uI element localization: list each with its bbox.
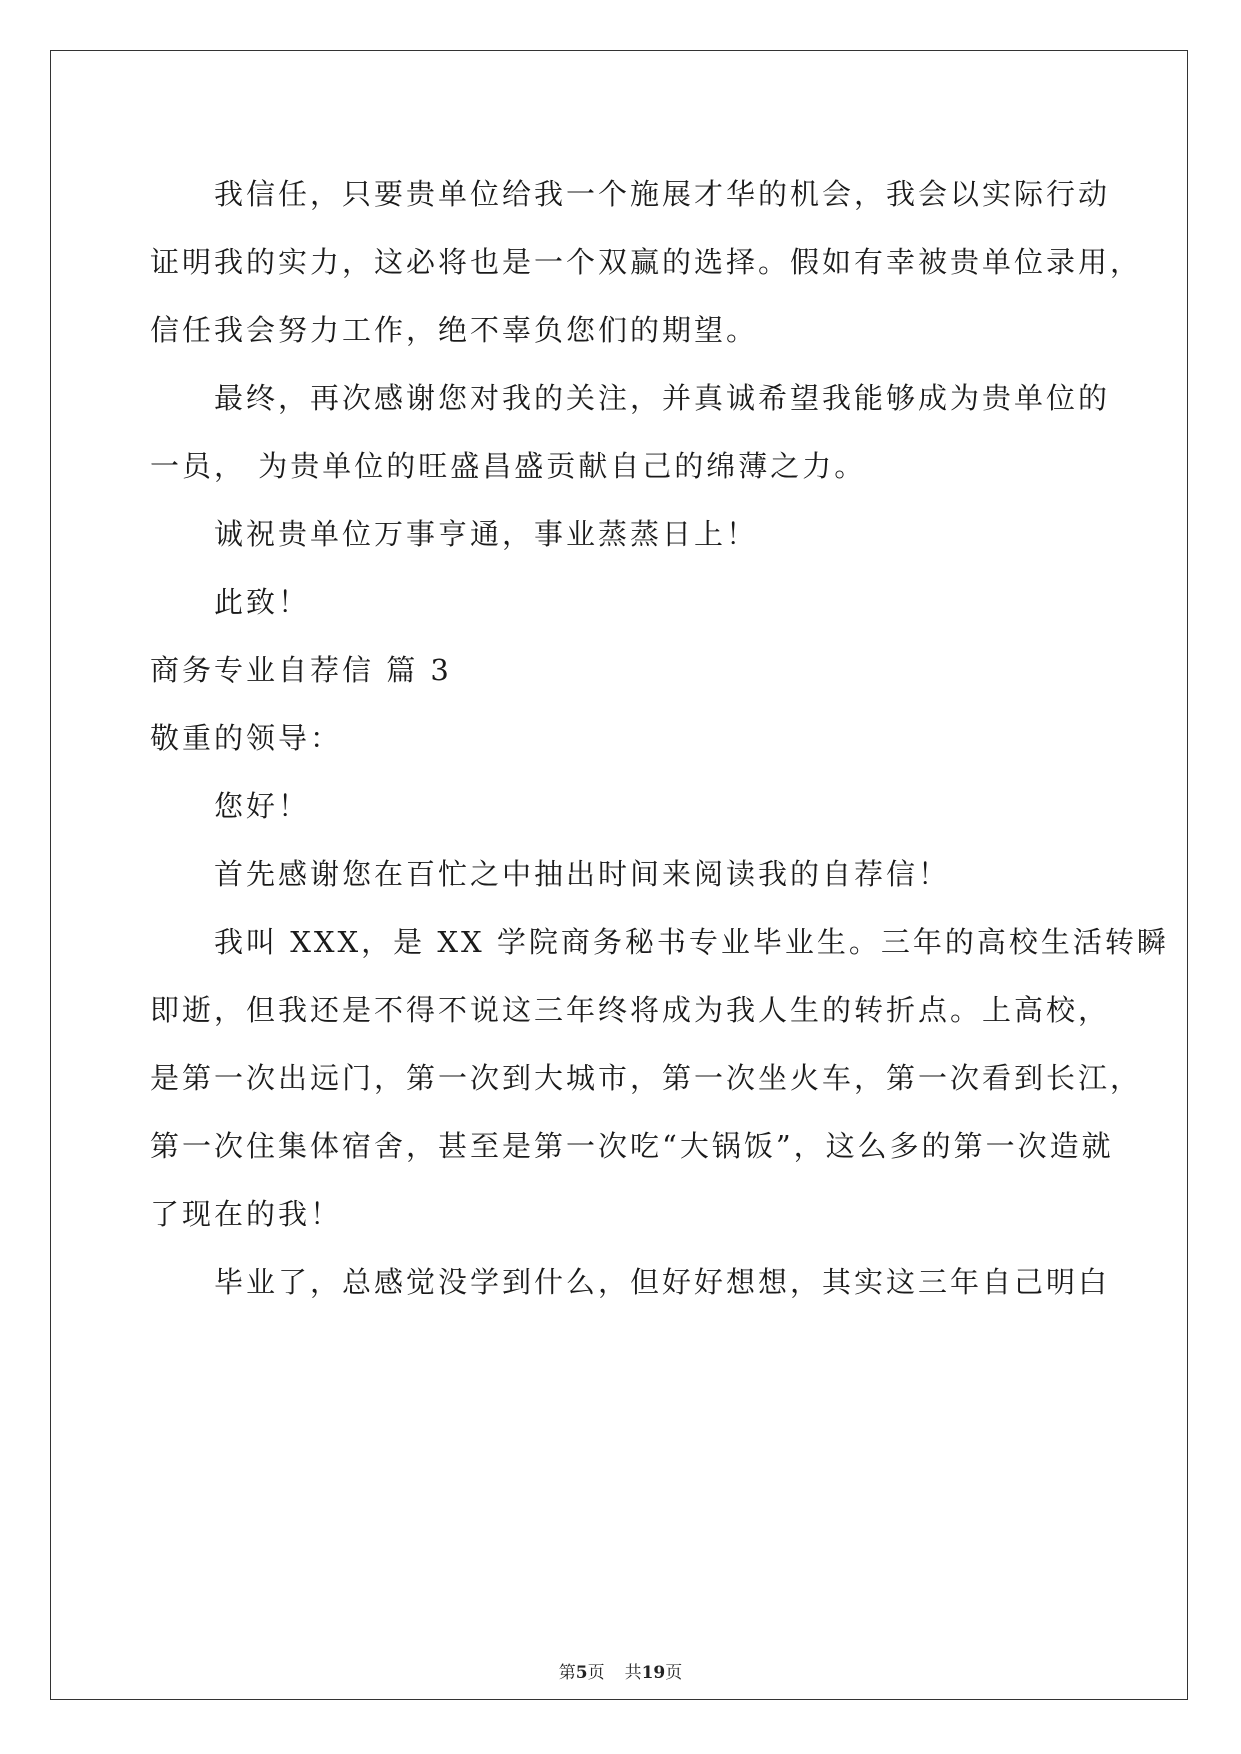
paragraph-line: 是第一次出远门，第一次到大城市，第一次坐火车，第一次看到长江， <box>150 1061 1143 1095</box>
paragraph-line: 一员， 为贵单位的旺盛昌盛贡献自己的绵薄之力。 <box>150 449 867 483</box>
footer-prefix: 第 <box>558 1663 576 1683</box>
paragraph-line: 诚祝贵单位万事亨通，事业蒸蒸日上！ <box>214 517 759 551</box>
greeting: 敬重的领导： <box>150 721 343 755</box>
footer-total-prefix: 共 <box>624 1663 642 1683</box>
paragraph-line: 了现在的我！ <box>150 1197 343 1231</box>
paragraph-line: 信任我会努力工作，绝不辜负您们的期望。 <box>150 313 759 347</box>
section-heading: 商务专业自荐信 篇 3 <box>150 653 452 687</box>
paragraph-line: 我叫 XXX，是 XX 学院商务秘书专业毕业生。三年的高校生活转瞬 <box>214 925 1169 959</box>
paragraph-line: 毕业了，总感觉没学到什么，但好好想想，其实这三年自己明白 <box>214 1265 1111 1299</box>
current-page-number: 5 <box>575 1663 588 1683</box>
paragraph-line: 首先感谢您在百忙之中抽出时间来阅读我的自荐信！ <box>214 857 951 891</box>
paragraph-line: 第一次住集体宿舍，甚至是第一次吃“大锅饭”，这么多的第一次造就 <box>150 1129 1114 1163</box>
total-page-count: 19 <box>641 1663 666 1683</box>
closing-salutation: 此致！ <box>214 585 311 619</box>
footer-total-suffix: 页 <box>665 1663 683 1683</box>
footer-page-suffix: 页 <box>587 1663 605 1683</box>
letter-body <box>150 160 1169 1316</box>
paragraph-line: 最终，再次感谢您对我的关注，并真诚希望我能够成为贵单位的 <box>214 381 1111 415</box>
page-footer <box>0 1658 1241 1683</box>
paragraph-line: 我信任，只要贵单位给我一个施展才华的机会，我会以实际行动 <box>214 177 1111 211</box>
greeting-hello: 您好！ <box>214 789 311 823</box>
paragraph-line: 证明我的实力，这必将也是一个双赢的选择。假如有幸被贵单位录用， <box>150 245 1143 279</box>
paragraph-line: 即逝，但我还是不得不说这三年终将成为我人生的转折点。上高校， <box>150 993 1111 1027</box>
